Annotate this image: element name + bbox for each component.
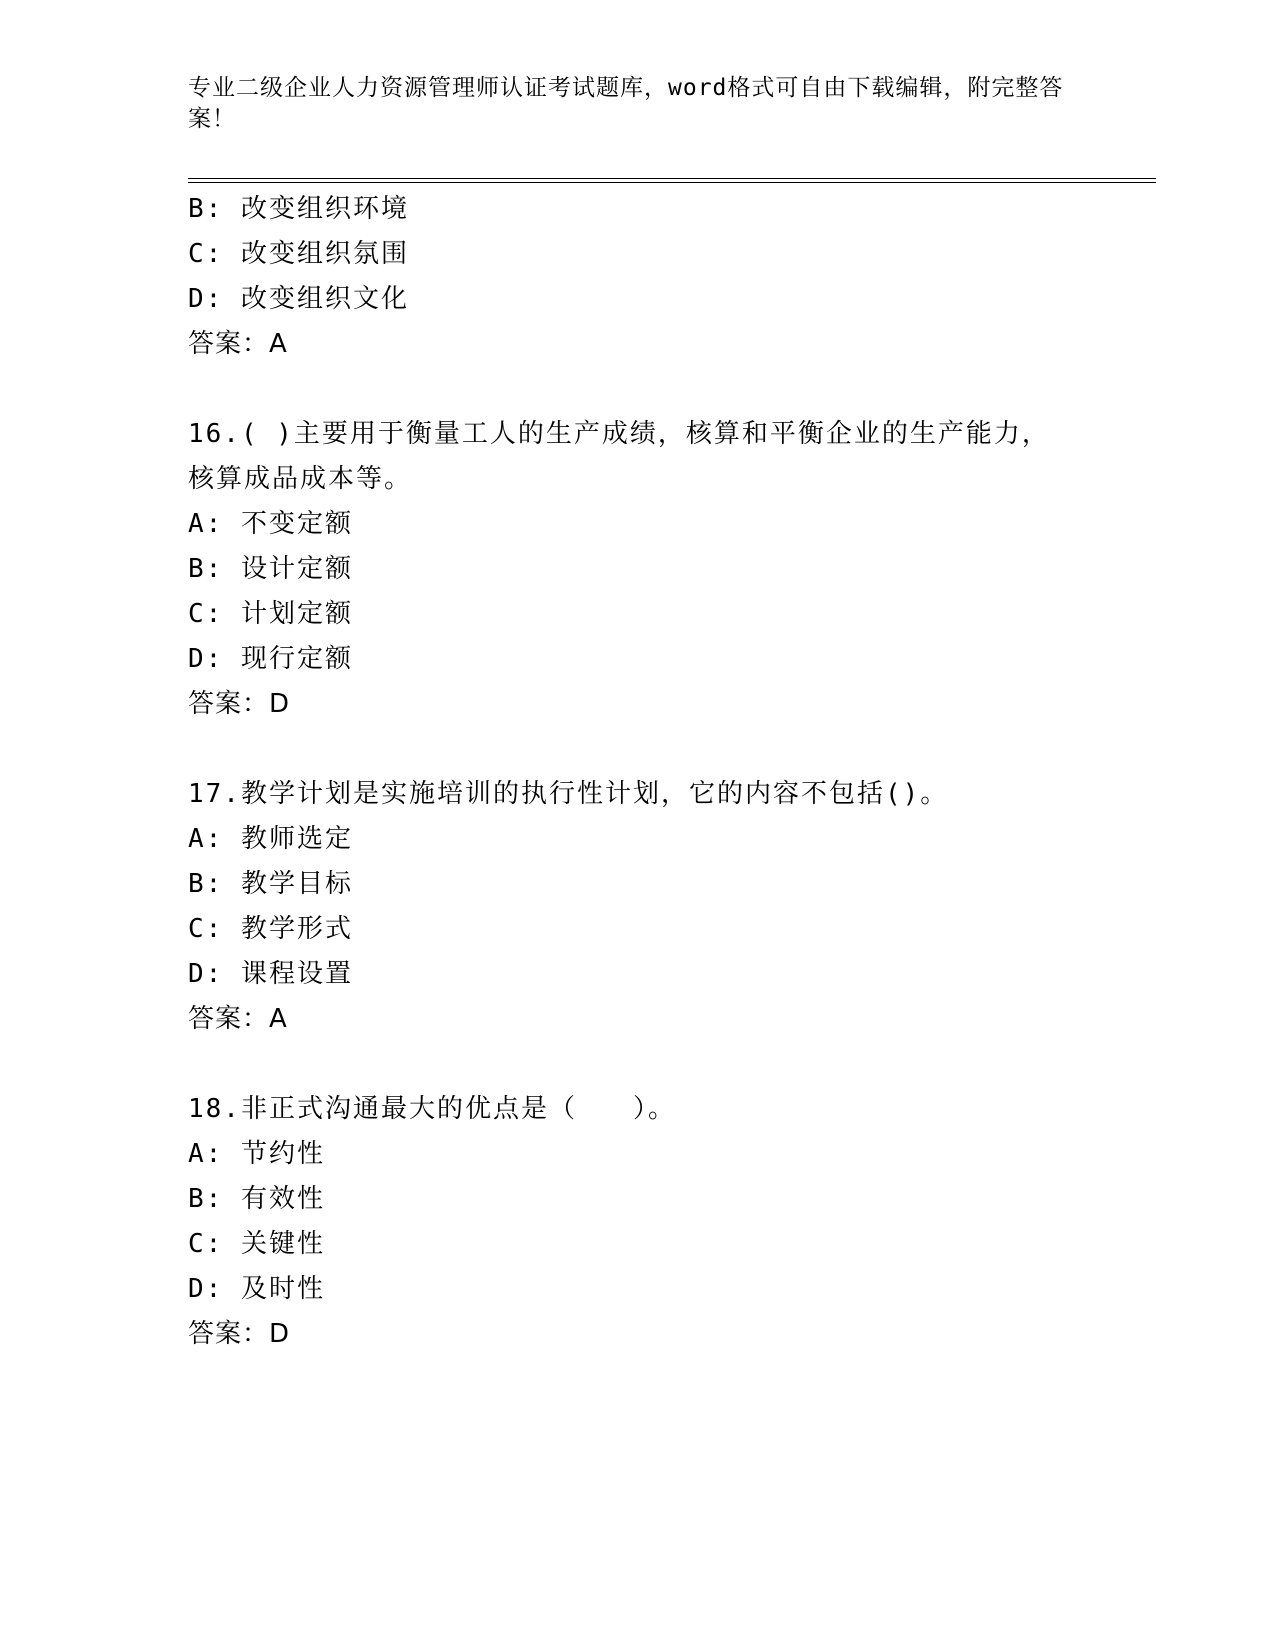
question-17-stem: 17.教学计划是实施培训的执行性计划，它的内容不包括()。 (188, 779, 949, 809)
option-b: B: 有效性 (188, 1184, 325, 1214)
option-d: D: 改变组织文化 (188, 284, 409, 314)
answer-line: 答案：A (188, 329, 288, 359)
answer-line: 答案：D (188, 689, 291, 719)
option-b: B: 教学目标 (188, 869, 353, 899)
answer-line: 答案：A (188, 1004, 288, 1034)
option-d: D: 课程设置 (188, 959, 353, 989)
header-divider-bottom (188, 182, 1156, 183)
option-c: C: 改变组织氛围 (188, 239, 409, 269)
option-c: C: 教学形式 (188, 914, 353, 944)
option-a: A: 节约性 (188, 1139, 325, 1169)
answer-line: 答案：D (188, 1319, 291, 1349)
option-d: D: 及时性 (188, 1274, 325, 1304)
option-b: B: 设计定额 (188, 554, 353, 584)
question-16-stem-line-1: 16.( )主要用于衡量工人的生产成绩，核算和平衡企业的生产能力， (188, 419, 1050, 449)
option-c: C: 关键性 (188, 1229, 325, 1259)
header-divider-top (188, 178, 1156, 179)
option-a: A: 不变定额 (188, 509, 353, 539)
option-a: A: 教师选定 (188, 824, 353, 854)
option-c: C: 计划定额 (188, 599, 353, 629)
question-16-stem-line-2: 核算成品成本等。 (188, 464, 413, 494)
question-18-stem: 18.非正式沟通最大的优点是（ ）。 (188, 1094, 676, 1124)
option-d: D: 现行定额 (188, 644, 353, 674)
document-header: 专业二级企业人力资源管理师认证考试题库，word格式可自由下载编辑，附完整答案！ (188, 75, 1064, 132)
option-b: B: 改变组织环境 (188, 194, 409, 224)
